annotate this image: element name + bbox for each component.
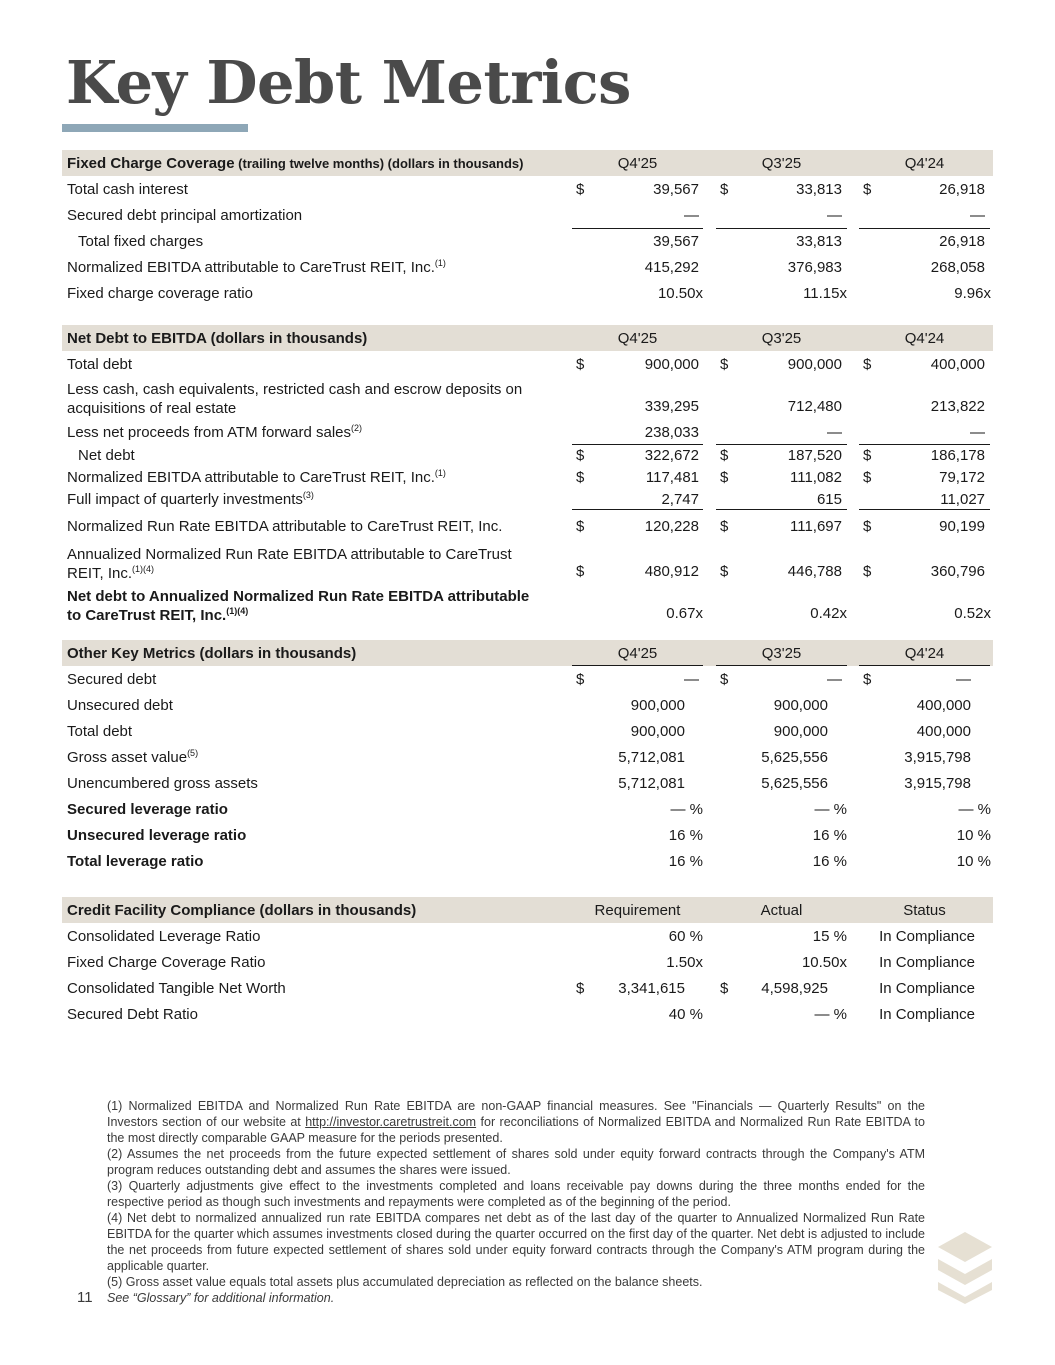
currency-symbol: $ [720, 518, 729, 535]
currency-symbol: $ [863, 356, 872, 373]
value-cell: 615 [816, 491, 842, 508]
row-label: Normalized EBITDA attributable to CareTrust REIT, Inc. [67, 469, 435, 486]
currency-symbol: $ [576, 447, 585, 464]
table-row [62, 444, 993, 466]
value-cell: 900,000 [630, 697, 685, 714]
footnote-ref: (1) [434, 468, 446, 478]
col-header: Q4'24 [904, 645, 945, 662]
currency-symbol: $ [720, 356, 729, 373]
value-cell: 712,480 [787, 398, 842, 415]
value-cell: 900,000 [630, 723, 685, 740]
table-row [62, 176, 993, 202]
footnote-ref: (1) [434, 258, 446, 268]
row-label: Total cash interest [67, 181, 188, 198]
footnote-ref: (1)(4) [226, 606, 249, 616]
currency-symbol: $ [863, 563, 872, 580]
fixed-charge-table [62, 150, 993, 306]
net-debt-header-title: Net Debt to EBITDA (dollars in thousands) [67, 330, 368, 347]
currency-symbol: $ [720, 447, 729, 464]
table-row [62, 848, 993, 874]
value-cell: 268,058 [930, 259, 985, 276]
currency-symbol: $ [576, 181, 585, 198]
row-label: Secured leverage ratio [67, 801, 228, 818]
value-cell: 2,747 [661, 491, 699, 508]
value-cell: 39,567 [653, 233, 699, 250]
table-row [62, 692, 993, 718]
row-label: Unsecured leverage ratio [67, 827, 247, 844]
table-row [62, 718, 993, 744]
value-cell: 900,000 [787, 356, 842, 373]
total-rule [572, 444, 703, 445]
col-header: Status [903, 902, 946, 919]
row-label: Normalized Run Rate EBITDA attributable to CareTrust REIT, Inc. [67, 518, 503, 535]
value-cell: 10 % [956, 853, 991, 870]
value-cell: 213,822 [930, 398, 985, 415]
value-cell: 339,295 [644, 398, 699, 415]
value-cell: 187,520 [787, 447, 842, 464]
col-header: Q3'25 [761, 330, 802, 347]
value-cell: 120,228 [644, 518, 699, 535]
footnote-1: (1) Normalized EBITDA and Normalized Run Rate EBITDA are non-GAAP financial measures. See "Financials — Quarterly Results" on the Investors section of our website at http://investor.caretrustreit.com for reconciliations of Normalized EBITDA and Normalized Run Rate EBITDA to the most directly comparable GAAP measure for the periods presented. [107, 1099, 925, 1145]
value-cell: 3,915,798 [904, 749, 971, 766]
table-row [62, 419, 993, 444]
row-label: Total fixed charges [78, 233, 204, 250]
table-row [62, 949, 993, 975]
value-cell: 33,813 [796, 233, 842, 250]
value-cell: 10 % [956, 827, 991, 844]
credit-facility-table [62, 897, 993, 1027]
row-label: Gross asset value [67, 749, 188, 766]
footnote-5: (5) Gross asset value equals total assets plus accumulated depreciation as reflected on the balance sheets. [107, 1275, 703, 1289]
value-cell: 90,199 [939, 518, 985, 535]
status-cell: In Compliance [879, 980, 975, 997]
table-row [62, 796, 993, 822]
value-cell: 5,712,081 [618, 749, 685, 766]
value-cell: 11,027 [940, 491, 985, 508]
footnotes [107, 1098, 925, 1306]
table-row [62, 254, 993, 280]
col-header: Q3'25 [761, 155, 802, 172]
col-header: Q3'25 [761, 645, 802, 662]
value-cell: 10.50x [801, 954, 847, 971]
row-label-cont: acquisitions of real estate [67, 400, 237, 417]
total-rule [572, 228, 703, 229]
row-label: Secured debt principal amortization [67, 207, 303, 224]
value-cell: 900,000 [644, 356, 699, 373]
table-row [62, 202, 993, 228]
value-cell: — [827, 424, 842, 441]
currency-symbol: $ [576, 980, 585, 997]
table-row [62, 1001, 993, 1027]
row-label: Total leverage ratio [67, 853, 204, 870]
value-cell: 16 % [668, 827, 703, 844]
row-label: Total debt [67, 356, 133, 373]
table-row [62, 542, 993, 584]
row-label: Less cash, cash equivalents, restricted cash and escrow deposits on [67, 381, 523, 398]
table-row [62, 510, 993, 542]
value-cell: 117,481 [645, 469, 699, 486]
row-label: Total debt [67, 723, 133, 740]
col-header: Q4'25 [617, 645, 658, 662]
row-label: Fixed charge coverage ratio [67, 285, 253, 302]
currency-symbol: $ [576, 563, 585, 580]
footnote-ref: (3) [302, 490, 314, 500]
value-cell: 186,178 [930, 447, 985, 464]
currency-symbol: $ [863, 469, 872, 486]
row-label: Annualized Normalized Run Rate EBITDA attributable to CareTrust [67, 546, 512, 563]
row-label: Normalized EBITDA attributable to CareTrust REIT, Inc. [67, 259, 435, 276]
net-debt-header [62, 325, 993, 351]
row-label: Less net proceeds from ATM forward sales [67, 424, 352, 441]
col-header: Q4'25 [617, 155, 658, 172]
value-cell: 26,918 [939, 181, 985, 198]
value-cell: — % [814, 801, 847, 818]
other-metrics-header-title: Other Key Metrics (dollars in thousands) [67, 645, 357, 662]
table-row [62, 822, 993, 848]
currency-symbol: $ [720, 181, 729, 198]
value-cell: 5,712,081 [618, 775, 685, 792]
value-cell: 415,292 [644, 259, 699, 276]
table-row [62, 488, 993, 510]
page-title: Key Debt Metrics [66, 48, 631, 117]
row-label: Unsecured debt [67, 697, 173, 714]
fixed-charge-header-title: Fixed Charge Coverage [67, 155, 235, 172]
value-cell: — [684, 207, 699, 224]
table-row [62, 666, 993, 692]
table-row [62, 351, 993, 377]
value-cell: 238,033 [644, 424, 699, 441]
value-cell: 9.96x [954, 285, 991, 302]
currency-symbol: $ [720, 563, 729, 580]
row-label: Net debt to Annualized Normalized Run Rate EBITDA attributable [67, 588, 530, 605]
value-cell: 5,625,556 [761, 749, 828, 766]
table-row [62, 744, 993, 770]
total-rule [716, 444, 847, 445]
page-number: 11 [77, 1289, 93, 1306]
total-rule [859, 228, 990, 229]
value-cell: — [970, 207, 985, 224]
total-rule [716, 228, 847, 229]
value-cell: 26,918 [939, 233, 985, 250]
table-row [62, 770, 993, 796]
col-header: Q4'24 [904, 155, 945, 172]
value-cell: 111,082 [790, 469, 842, 486]
value-cell: — % [814, 1006, 847, 1023]
value-cell: 15 % [812, 928, 847, 945]
other-metrics-table [62, 640, 993, 874]
fixed-charge-header [62, 150, 993, 176]
value-cell: — [970, 424, 985, 441]
footnote-ref: (5) [187, 748, 199, 758]
value-cell: 3,915,798 [904, 775, 971, 792]
currency-symbol: $ [576, 469, 585, 486]
glossary-note: See “Glossary” for additional information. [107, 1291, 335, 1305]
value-cell: 3,341,615 [618, 980, 685, 997]
other-metrics-header [62, 640, 993, 666]
currency-symbol: $ [576, 671, 585, 688]
table-row [62, 377, 993, 419]
credit-facility-header [62, 897, 993, 923]
col-header: Actual [760, 902, 803, 919]
value-cell: 0.67x [666, 605, 703, 622]
value-cell: — % [958, 801, 991, 818]
value-cell: 16 % [812, 853, 847, 870]
row-label: Consolidated Tangible Net Worth [67, 980, 286, 997]
row-label-cont: REIT, Inc. [67, 565, 133, 582]
table-row [62, 975, 993, 1001]
value-cell: — [827, 671, 842, 688]
value-cell: — % [670, 801, 703, 818]
currency-symbol: $ [863, 181, 872, 198]
value-cell: 900,000 [773, 723, 828, 740]
col-header: Requirement [594, 902, 681, 919]
col-header: Q4'25 [617, 330, 658, 347]
status-cell: In Compliance [879, 928, 975, 945]
currency-symbol: $ [576, 356, 585, 373]
table-row [62, 280, 993, 306]
value-cell: 900,000 [773, 697, 828, 714]
footnote-4: (4) Net debt to normalized annualized run rate EBITDA compares net debt as of the last day of the quarter to Annualized Normalized Run Rate EBITDA for the quarter which assumes investments closed during the quarter occurred on the first day of the quarter. Net debt is adjusted to include the net proceeds from future expected settlement of shares sold under equity forward contracts through the Company's ATM program during the applicable quarter. [107, 1211, 925, 1273]
value-cell: 4,598,925 [761, 980, 828, 997]
table-row [62, 466, 993, 488]
status-cell: In Compliance [879, 1006, 975, 1023]
row-label: Secured debt [67, 671, 157, 688]
value-cell: 33,813 [796, 181, 842, 198]
row-label: Unencumbered gross assets [67, 775, 258, 792]
currency-symbol: $ [576, 518, 585, 535]
title-accent-bar [62, 124, 248, 132]
table-row [62, 228, 993, 254]
value-cell: 400,000 [916, 697, 971, 714]
value-cell: 111,697 [790, 518, 842, 535]
col-header: Q4'24 [904, 330, 945, 347]
value-cell: 1.50x [666, 954, 703, 971]
table-row [62, 584, 993, 626]
value-cell: 360,796 [930, 563, 985, 580]
value-cell: 0.52x [954, 605, 991, 622]
currency-symbol: $ [863, 518, 872, 535]
value-cell: 11.15x [803, 285, 847, 302]
row-label: Net debt [78, 447, 135, 464]
status-cell: In Compliance [879, 954, 975, 971]
fixed-charge-header-subtitle: (trailing twelve months) (dollars in thousands) [234, 156, 524, 171]
currency-symbol: $ [720, 980, 729, 997]
footnote-ref: (1)(4) [132, 564, 155, 574]
value-cell: 0.42x [810, 605, 847, 622]
value-cell: 16 % [668, 853, 703, 870]
total-rule [859, 444, 990, 445]
currency-symbol: $ [863, 671, 872, 688]
value-cell: — [827, 207, 842, 224]
value-cell: 39,567 [653, 181, 699, 198]
value-cell: — [684, 671, 699, 688]
value-cell: — [956, 671, 971, 688]
footnote-2: (2) Assumes the net proceeds from the future expected settlement of shares sold under equity forward contracts through the Company's ATM program reduces outstanding debt and assumes the shares were issued. [107, 1147, 925, 1177]
currency-symbol: $ [863, 447, 872, 464]
value-cell: 16 % [812, 827, 847, 844]
company-logo-icon [934, 1228, 996, 1304]
investor-website-link[interactable]: http://investor.caretrustreit.com [305, 1115, 477, 1129]
value-cell: 5,625,556 [761, 775, 828, 792]
value-cell: 400,000 [930, 356, 985, 373]
value-cell: 376,983 [787, 259, 842, 276]
row-label: Consolidated Leverage Ratio [67, 928, 261, 945]
value-cell: 40 % [668, 1006, 703, 1023]
table-row [62, 923, 993, 949]
value-cell: 446,788 [787, 563, 842, 580]
row-label: Secured Debt Ratio [67, 1006, 198, 1023]
value-cell: 60 % [668, 928, 703, 945]
currency-symbol: $ [720, 671, 729, 688]
currency-symbol: $ [720, 469, 729, 486]
credit-facility-header-title: Credit Facility Compliance (dollars in thousands) [67, 902, 417, 919]
footnote-ref: (2) [351, 423, 363, 433]
value-cell: 400,000 [916, 723, 971, 740]
value-cell: 322,672 [644, 447, 699, 464]
row-label: Fixed Charge Coverage Ratio [67, 954, 266, 971]
value-cell: 10.50x [657, 285, 703, 302]
net-debt-table [62, 325, 993, 626]
value-cell: 79,172 [939, 469, 985, 486]
footnote-3: (3) Quarterly adjustments give effect to the investments completed and loans receivable pay downs during the three months ended for the respective period as though such investments and repayments were completed as of the beginning of the period. [107, 1179, 925, 1209]
value-cell: 480,912 [644, 563, 699, 580]
row-label-cont: to CareTrust REIT, Inc. [67, 607, 227, 624]
row-label: Full impact of quarterly investments [67, 491, 303, 508]
